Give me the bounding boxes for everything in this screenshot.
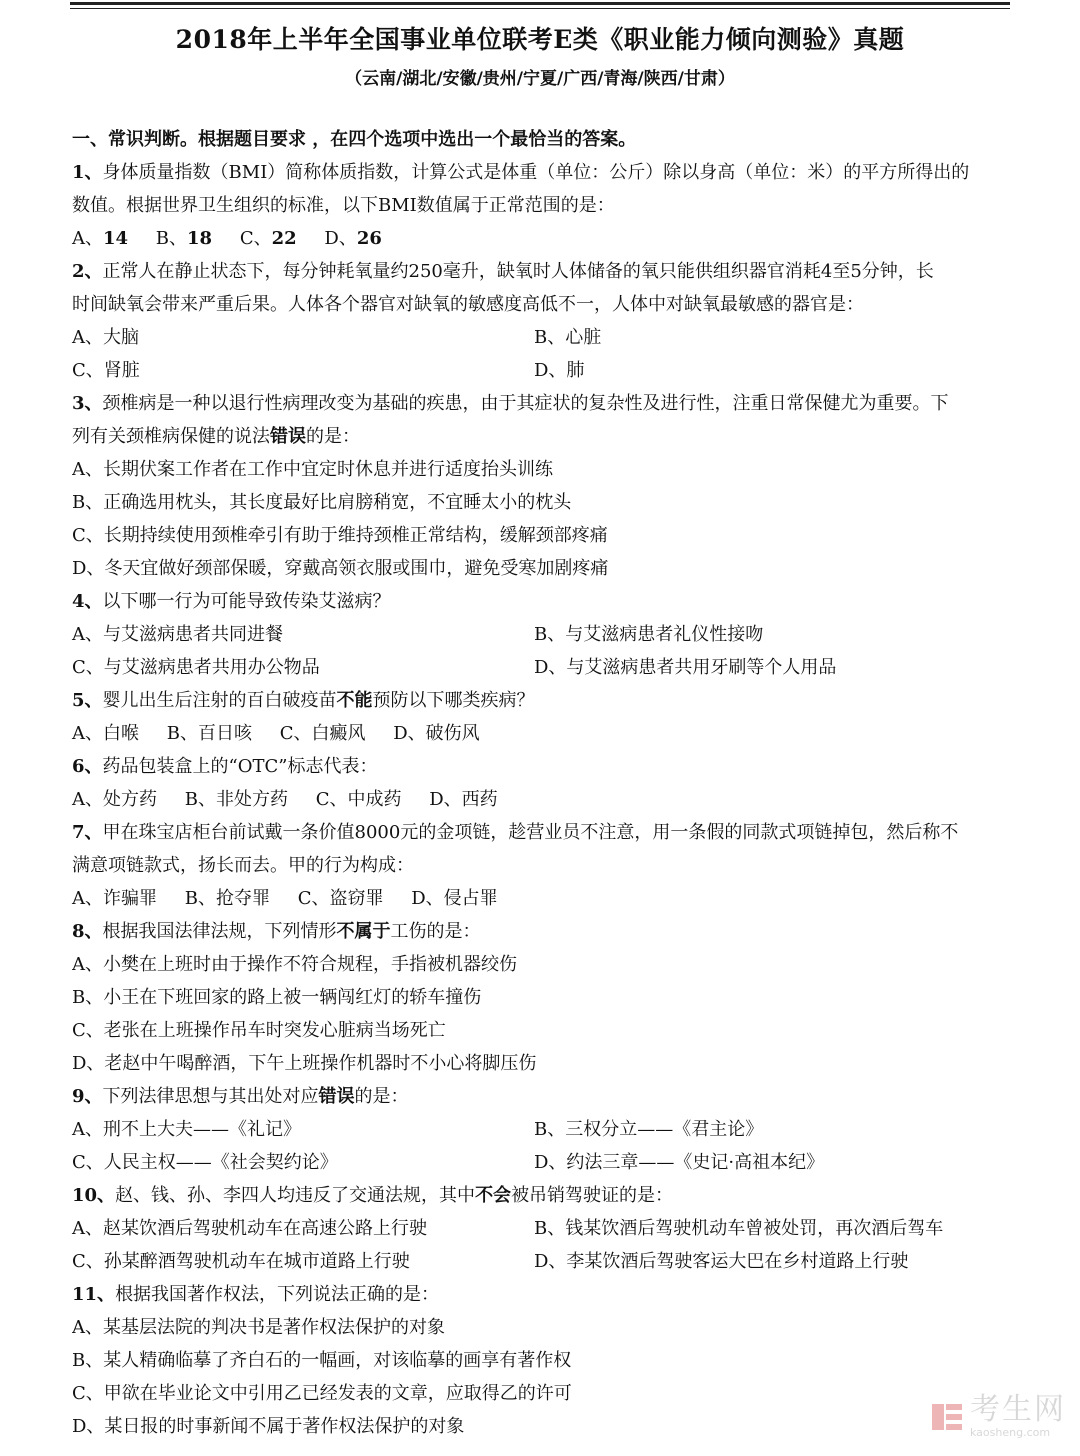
option-a[interactable]: A、小樊在上班时由于操作不符合规程，手指被机器绞伤	[72, 954, 517, 975]
question-7	[72, 816, 1012, 849]
option-c[interactable]: C、人民主权——《社会契约论》	[72, 1152, 338, 1173]
question-text: 以下哪一行为可能导致传染艾滋病？	[102, 591, 391, 612]
question-10-options-row2	[72, 1245, 1012, 1278]
option-b[interactable]: B、某人精确临摹了齐白石的一幅画，对该临摹的画享有著作权	[72, 1350, 572, 1371]
question-10-options-row1	[72, 1212, 1012, 1245]
question-4	[72, 585, 1012, 618]
page-subtitle: （云南/湖北/安徽/贵州/宁夏/广西/青海/陕西/甘肃）	[345, 69, 735, 89]
option-d[interactable]: D、与艾滋病患者共用牙刷等个人用品	[534, 657, 837, 678]
question-1	[72, 156, 1012, 189]
top-rule-thin	[70, 8, 1010, 9]
option-b[interactable]: B、三权分立——《君主论》	[534, 1119, 764, 1140]
option-b[interactable]: B、心脏	[534, 327, 602, 348]
option-d[interactable]: D、冬天宜做好颈部保暖，穿戴高领衣服或围巾，避免受寒加剧疼痛	[72, 558, 609, 579]
question-text: 甲在珠宝店柜台前试戴一条价值8000元的金项链，趁营业员不注意，用一条假的同款式项链掉包，然后称不	[102, 822, 959, 843]
question-9-options-row2	[72, 1146, 1012, 1179]
option-c[interactable]: C、盗窃罪	[297, 888, 384, 909]
option-a[interactable]: A、刑不上大夫——《礼记》	[72, 1119, 301, 1140]
top-rule	[70, 2, 1010, 5]
question-text: 根据我国著作权法，下列说法正确的是：	[115, 1284, 440, 1305]
option-a[interactable]: A、与艾滋病患者共同进餐	[72, 624, 283, 645]
question-list	[72, 123, 1012, 1443]
question-1-options	[72, 222, 1012, 255]
question-4-options-row1	[72, 618, 1012, 651]
question-text: 药品包装盒上的“OTC”标志代表：	[102, 756, 378, 777]
question-7-cont: 满意项链款式，扬长而去。甲的行为构成：	[72, 855, 414, 876]
watermark	[930, 1392, 1066, 1439]
question-6-options	[72, 783, 1012, 816]
watermark-logo-icon	[930, 1400, 964, 1434]
question-number: 8、	[72, 921, 103, 942]
option-a[interactable]: A、赵某饮酒后驾驶机动车在高速公路上行驶	[72, 1218, 427, 1239]
question-7-options	[72, 882, 1012, 915]
option-b[interactable]: B、与艾滋病患者礼仪性接吻	[534, 624, 764, 645]
page-title: 2018年上半年全国事业单位联考E类《职业能力倾向测验》真题	[175, 25, 905, 54]
question-4-options-row2	[72, 651, 1012, 684]
question-3-cont: 列有关颈椎病保健的说法错误的是：	[72, 426, 360, 447]
option-d[interactable]: D、某日报的时事新闻不属于著作权法保护的对象	[72, 1416, 465, 1437]
option-a[interactable]: A、白喉	[72, 723, 139, 744]
option-b[interactable]: B、18	[155, 228, 213, 249]
option-d[interactable]: D、26	[324, 228, 382, 249]
question-number: 3、	[72, 393, 103, 414]
question-number: 11、	[72, 1284, 116, 1305]
option-d[interactable]: D、老赵中午喝醉酒，下午上班操作机器时不小心将脚压伤	[72, 1053, 537, 1074]
question-2	[72, 255, 1012, 288]
option-a[interactable]: A、长期伏案工作者在工作中宜定时休息并进行适度抬头训练	[72, 459, 553, 480]
option-b[interactable]: B、百日咳	[166, 723, 252, 744]
question-text: 颈椎病是一种以退行性病理改变为基础的疾患，由于其症状的复杂性及进行性，注重日常保健尤为重要。下	[102, 393, 949, 414]
question-number: 6、	[72, 756, 103, 777]
emphasis-text: 错误	[318, 1086, 355, 1107]
question-number: 5、	[72, 690, 103, 711]
question-6	[72, 750, 1012, 783]
option-d[interactable]: D、侵占罪	[411, 888, 498, 909]
question-text: 身体质量指数（BMI）简称体质指数，计算公式是体重（单位：公斤）除以身高（单位：米）的平方所得出的	[102, 162, 970, 183]
question-number: 7、	[72, 822, 103, 843]
question-9: 9、下列法律思想与其出处对应错误的是：	[72, 1086, 409, 1107]
question-8: 8、根据我国法律法规，下列情形不属于工伤的是：	[72, 921, 481, 942]
section-heading: 一、常识判断。根据题目要求 ，在四个选项中选出一个最恰当的答案。	[72, 129, 637, 150]
emphasis-text: 不属于	[336, 921, 391, 942]
option-b[interactable]: B、正确选用枕头，其长度最好比肩膀稍宽，不宜睡太小的枕头	[72, 492, 572, 513]
question-3	[72, 387, 1012, 420]
option-c[interactable]: C、22	[239, 228, 297, 249]
question-5-options	[72, 717, 1012, 750]
emphasis-text: 不能	[336, 690, 373, 711]
question-2-options-row1	[72, 321, 1012, 354]
option-d[interactable]: D、肺	[534, 360, 585, 381]
question-number: 9、	[72, 1086, 103, 1107]
option-a[interactable]: A、大脑	[72, 327, 139, 348]
option-a[interactable]: A、诈骗罪	[72, 888, 157, 909]
option-b[interactable]: B、钱某饮酒后驾驶机动车曾被处罚，再次酒后驾车	[534, 1218, 944, 1239]
option-c[interactable]: C、白癜风	[279, 723, 366, 744]
question-11	[72, 1278, 1012, 1311]
option-c[interactable]: C、长期持续使用颈椎牵引有助于维持颈椎正常结构，缓解颈部疼痛	[72, 525, 608, 546]
option-d[interactable]: D、约法三章——《史记·高祖本纪》	[534, 1152, 825, 1173]
watermark-url: kaosheng.com	[970, 1426, 1051, 1439]
question-10: 10、赵、钱、孙、李四人均违反了交通法规，其中不会被吊销驾驶证的是：	[72, 1185, 674, 1206]
question-text: 正常人在静止状态下，每分钟耗氧量约250毫升，缺氧时人体储备的氧只能供组织器官消耗4至5分钟，长	[102, 261, 934, 282]
option-c[interactable]: C、与艾滋病患者共用办公物品	[72, 657, 320, 678]
question-number: 4、	[72, 591, 103, 612]
option-a[interactable]: A、14	[72, 228, 129, 249]
option-c[interactable]: C、中成药	[315, 789, 402, 810]
option-b[interactable]: B、抢夺罪	[184, 888, 270, 909]
question-1-cont: 数值。根据世界卫生组织的标准，以下BMI数值属于正常范围的是：	[72, 195, 615, 216]
option-a[interactable]: A、处方药	[72, 789, 157, 810]
question-2-cont: 时间缺氧会带来严重后果。人体各个器官对缺氧的敏感度高低不一，人体中对缺氧最敏感的器官是：	[72, 294, 864, 315]
question-2-options-row2	[72, 354, 1012, 387]
question-number: 1、	[72, 162, 103, 183]
question-number: 2、	[72, 261, 103, 282]
option-b[interactable]: B、非处方药	[184, 789, 288, 810]
question-number: 10、	[72, 1185, 116, 1206]
watermark-text: 考生网	[970, 1392, 1066, 1427]
emphasis-text: 错误	[270, 426, 306, 447]
emphasis-text: 不会	[475, 1185, 512, 1206]
option-d[interactable]: D、李某饮酒后驾驶客运大巴在乡村道路上行驶	[534, 1251, 909, 1272]
question-5: 5、婴儿出生后注射的百白破疫苗不能预防以下哪类疾病？	[72, 690, 535, 711]
option-b[interactable]: B、小王在下班回家的路上被一辆闯红灯的轿车撞伤	[72, 987, 482, 1008]
option-d[interactable]: D、西药	[429, 789, 498, 810]
option-c[interactable]: C、肾脏	[72, 360, 140, 381]
option-c[interactable]: C、甲欲在毕业论文中引用乙已经发表的文章，应取得乙的许可	[72, 1383, 572, 1404]
option-c[interactable]: C、老张在上班操作吊车时突发心脏病当场死亡	[72, 1020, 446, 1041]
option-a[interactable]: A、某基层法院的判决书是著作权法保护的对象	[72, 1317, 445, 1338]
option-d[interactable]: D、破伤风	[393, 723, 480, 744]
option-c[interactable]: C、孙某醉酒驾驶机动车在城市道路上行驶	[72, 1251, 410, 1272]
question-9-options-row1	[72, 1113, 1012, 1146]
